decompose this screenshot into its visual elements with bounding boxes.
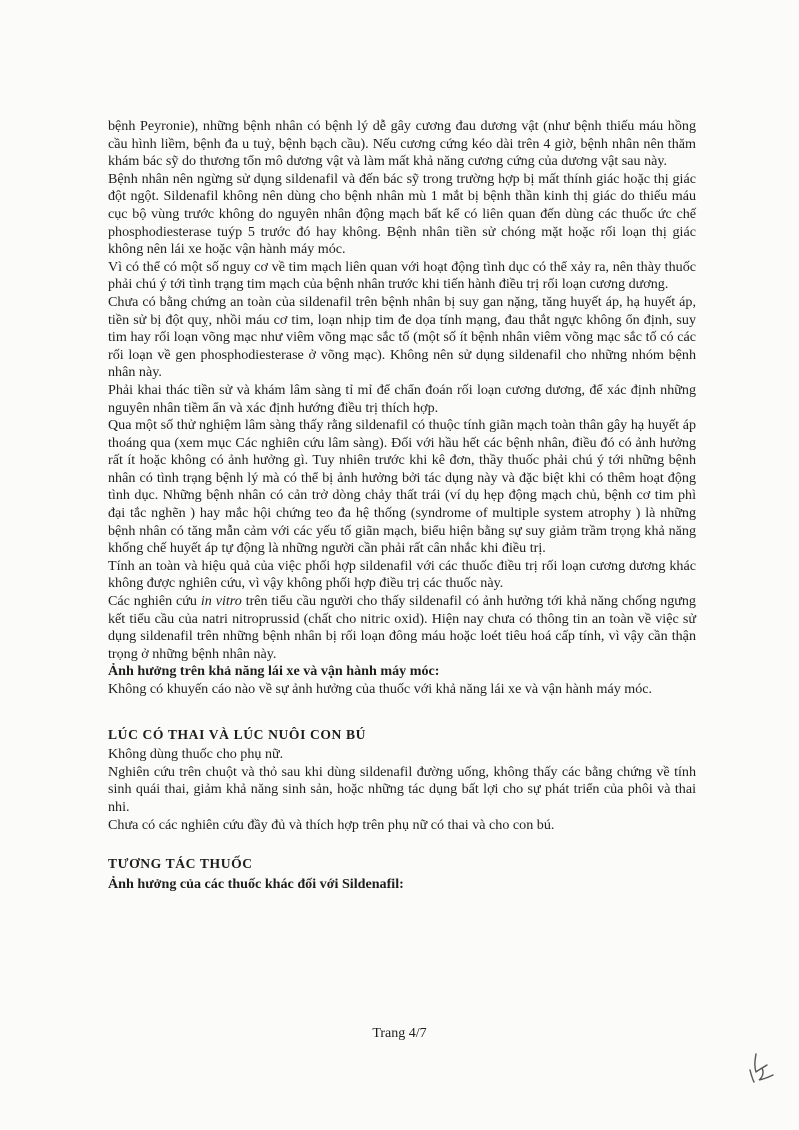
paragraph-peyronie: bệnh Peyronie), những bệnh nhân có bệnh lý dễ gây cương đau dương vật (như bệnh thiếu máu hồng cầu hình liềm, bệnh đa u tuỷ, bệnh bạch cầu). Nếu cương cứng kéo dài trên 4 giờ, bệnh nhân nên thăm khám bác sỹ do thương tổn mô dương vật và làm mất khả năng cương cứng của dương vật sau này. [108, 118, 696, 170]
paragraph-safety-evidence: Chưa có bằng chứng an toàn của sildenafil trên bệnh nhân bị suy gan nặng, tăng huyết áp, hạ huyết áp, tiền sử bị đột quỵ, nhồi máu cơ tim, loạn nhịp tim đe dọa tính mạng, đau thắt ngực không ổn định, suy tim hay rối loạn võng mạc như viêm võng mạc sắc tố (một số ít bệnh nhân viêm võng mạc sắc tố có các rối loạn về gen phosphodiesterase ở võng mạc). Không nên sử dụng sildenafil cho những nhóm bệnh nhân này. [108, 293, 696, 381]
paragraph-in-vitro [108, 593, 696, 663]
page-number: Trang 4/7 [372, 1026, 427, 1041]
document-body [108, 118, 696, 893]
paragraph-vasodilation: Qua một số thử nghiệm lâm sàng thấy rằng sildenafil có thuộc tính giãn mạch toàn thân gây hạ huyết áp thoáng qua (xem mục Các nghiên cứu lâm sàng). Đối với hầu hết các bệnh nhân, điều đó có ảnh hưởng rất ít hoặc không có ảnh hưởng gì. Tuy nhiên trước khi kê đơn, thầy thuốc phải chú ý tới những bệnh nhân có tình trạng bệnh lý mà có thể bị ảnh hưởng bởi tác dụng này và đặc biệt khi có thêm hoạt động tình dục. Những bệnh nhân có cản trở dòng chảy thất trái (ví dụ hẹp động mạch chủ, bệnh cơ tim phì đại tắc nghẽn ) hay mắc hội chứng teo đa hệ thống (syndrome of multiple system atrophy ) là những bệnh nhân có tăng mẫn cảm với các yếu tố giãn mạch, biểu hiện bằng sự suy giảm trầm trọng khả năng khống chế huyết áp tự động là những người cần phải rất cân nhắc khi điều trị. [108, 417, 696, 557]
pregnancy-line: Chưa có các nghiên cứu đầy đủ và thích hợp trên phụ nữ có thai và cho con bú. [108, 816, 555, 833]
paragraph-history-exam: Phải khai thác tiền sử và khám lâm sàng tỉ mỉ để chẩn đoán rối loạn cương dương, để xác định những nguyên nhân tiềm ẩn và xác định hướng điều trị thích hợp. [108, 381, 696, 416]
driving-heading: Ảnh hưởng trên khả năng lái xe và vận hành máy móc: [108, 663, 440, 680]
paragraph-combination-therapy: Tính an toàn và hiệu quả của việc phối hợp sildenafil với các thuốc điều trị rối loạn cương dương khác không được nghiên cứu, vì vậy không phối hợp điều trị các thuốc này. [108, 557, 696, 592]
interactions-subheading: Ảnh hưởng của các thuốc khác đối với Sildenafil: [108, 875, 404, 892]
in-vitro-text-before: Các nghiên cứu [108, 593, 201, 610]
handwritten-initials-icon [742, 1050, 782, 1086]
pregnancy-line: Không dùng thuốc cho phụ nữ. [108, 746, 284, 763]
interactions-section-title: TƯƠNG TÁC THUỐC [108, 856, 253, 872]
paragraph-hearing-vision-loss: Bệnh nhân nên ngừng sử dụng sildenafil và đến bác sỹ trong trường hợp bị mất thính giác hoặc thị giác đột ngột. Sildenafil không nên dùng cho bệnh nhân mù 1 mắt bị bệnh thần kinh thị giác do thiếu máu cục bộ vùng trước không do nguyên nhân động mạch bất kể có liên quan đến dùng các thuốc ức chế phosphodiesterase tuýp 5 trước đó hay không. Bệnh nhân tiền sử chóng mặt hoặc rối loạn thị giác không nên lái xe hoặc vận hành máy móc. [108, 170, 696, 258]
paragraph-cardiovascular-risk: Vì có thể có một số nguy cơ về tim mạch liên quan với hoạt động tình dục có thể xảy ra, nên thày thuốc phải chú ý tới tình trạng tim mạch của bệnh nhân trước khi tiến hành điều trị rối loạn cương dương. [108, 258, 696, 293]
pregnancy-line: Nghiên cứu trên chuột và thỏ sau khi dùng sildenafil đường uống, không thấy các bằng chứng về tính sinh quái thai, giảm khả năng sinh sản, hoặc những tác dụng bất lợi cho sự phát triển của phôi và thai nhi. [108, 763, 696, 815]
in-vitro-italic: in vitro [200, 593, 242, 610]
driving-text: Không có khuyến cáo nào về sự ảnh hưởng của thuốc với khả năng lái xe và vận hành máy móc. [108, 681, 653, 697]
in-vitro-text-after: trên tiểu cầu người cho thấy sildenafil có ảnh hưởng tới khả năng chống ngưng kết tiểu cầu của natri nitroprussid (chất cho nitric oxid). Hiện nay chưa có thông tin an toàn về việc sử dụng sildenafil trên những bệnh nhân bị rối loạn đông máu hoặc loét tiêu hoá cấp tính, vì vậy cần thận trọng ở những bệnh nhân này. [108, 593, 696, 662]
pregnancy-section-title: LÚC CÓ THAI VÀ LÚC NUÔI CON BÚ [108, 726, 367, 742]
